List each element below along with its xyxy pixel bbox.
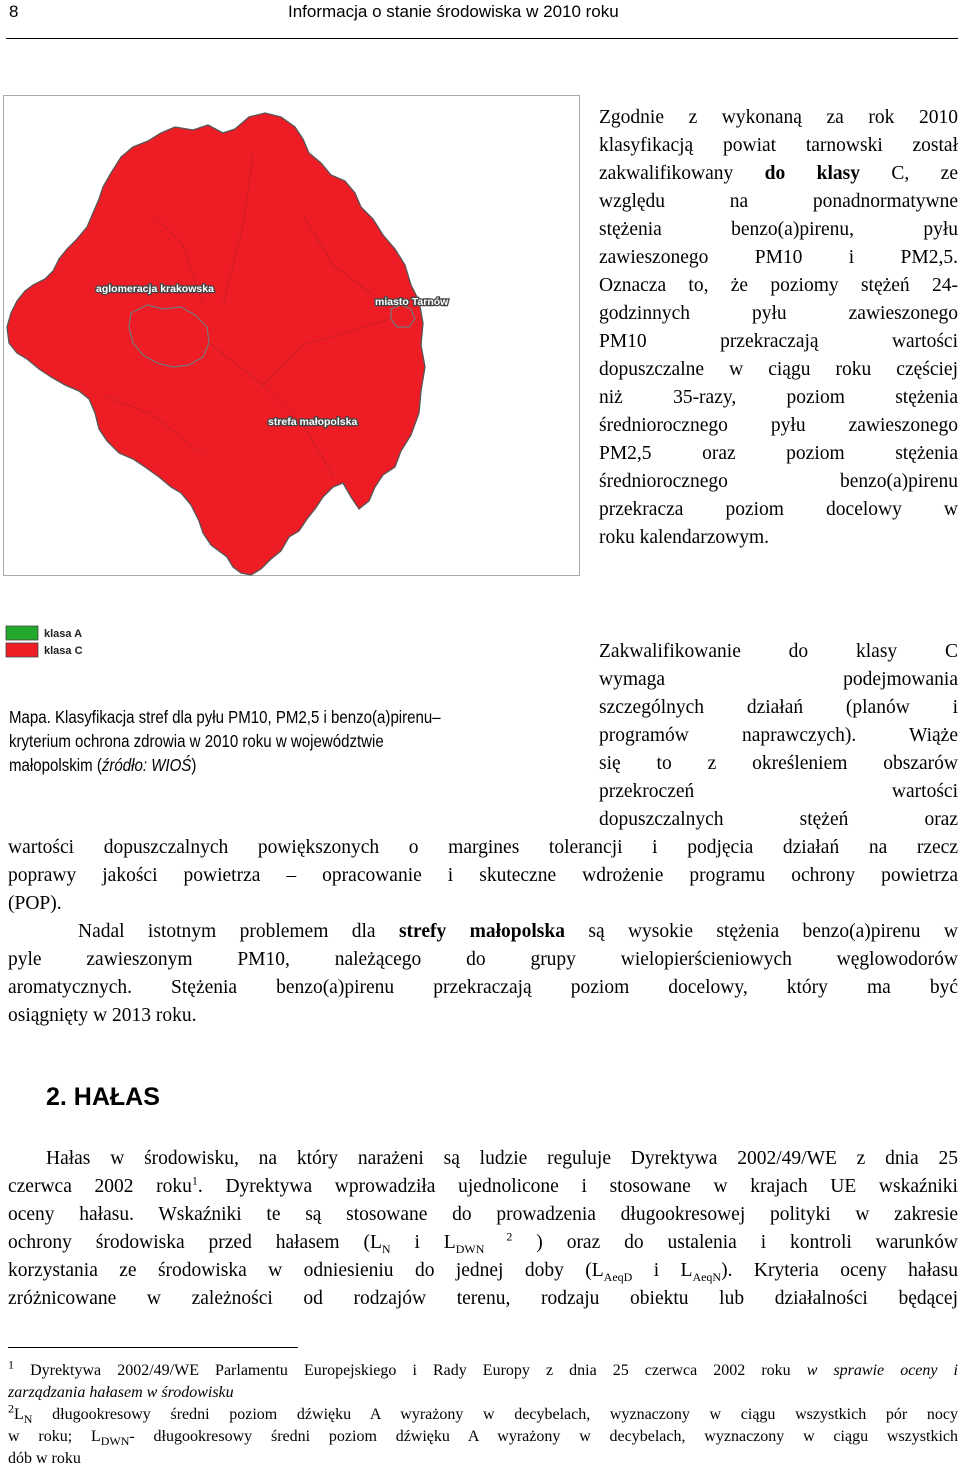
emphasis-zone: strefy małopolska — [398, 921, 565, 942]
footnote-1: $^1$ Dyrektywa 2002/49/WE Parlamentu Europejskiego i Rady Europy z dnia 25 czerwca 2002 roku w sprawie oceny i — [8, 1357, 959, 1379]
map-label-city: miasto Tarnów — [375, 296, 449, 308]
paragraph-class-c-requirements — [599, 638, 958, 834]
text-line: oceny hałasu. Wskaźniki te są stosowane do prowadzenia długookresowej polityki w zakresie — [8, 1204, 958, 1225]
text-line: Zgodnie z wykonaną za rok 2010 — [599, 107, 958, 128]
footnote-divider — [8, 1347, 298, 1348]
footnote-1-cont: zarządzania hałasem w środowisku — [8, 1384, 234, 1401]
paragraph-noise — [8, 1145, 958, 1313]
legend-swatch-class-a — [6, 626, 38, 640]
text-line: zawieszonego PM10 i PM2,5. — [599, 247, 958, 268]
text-line: niż 35-razy, poziom stężenia — [599, 387, 958, 408]
legend-label-class-a: klasa A — [44, 628, 83, 640]
footnote-ref: 2 — [484, 1229, 513, 1244]
paragraph-classification — [599, 104, 958, 552]
text-line: ochrony środowiska przed hałasem ($L_N$ i $L_{DWN}$ $^2$ ) oraz do ustalenia i kontroli warunków — [8, 1229, 958, 1256]
map-label-agglomeration: aglomeracja krakowska — [96, 283, 214, 295]
text-line: godzinnych pyłu zawieszonego — [599, 303, 958, 324]
paragraph-continuation — [8, 834, 958, 1030]
text-line: dopuszczalne w ciągu roku częściej — [599, 359, 958, 380]
text-line: (POP). — [8, 893, 62, 914]
caption-line: kryterium ochrona zdrowia w 2010 roku w województwie — [9, 731, 384, 751]
section-heading-noise: 2. HAŁAS — [46, 1083, 160, 1111]
text-line: wartości dopuszczalnych powiększonych o margines tolerancji i podjęcia działań na rzecz — [8, 837, 958, 858]
text-line: poprawy jakości powietrza – opracowanie i skuteczne wdrożenie programu ochrony powietrza — [8, 865, 958, 886]
text-line: szczególnych działań (planów i — [599, 697, 958, 718]
caption-source: źródło: WIOŚ — [101, 755, 192, 775]
text-line: programów naprawczych). Wiąże — [599, 725, 958, 746]
footnote-2-end: dób w roku — [8, 1450, 81, 1467]
text-line: Nadal istotnym problemem dla strefy małopolska są wysokie stężenia benzo(a)pirenu w — [78, 921, 958, 942]
text-line: wymaga podejmowania — [599, 669, 958, 690]
running-header-title: Informacja o stanie środowiska w 2010 roku — [288, 2, 619, 21]
text-line: PM10 przekraczają wartości — [599, 331, 958, 352]
text-line: PM2,5 oraz poziom stężenia — [599, 443, 958, 464]
map-figure — [3, 95, 580, 670]
text-line: się to z określeniem obszarów — [599, 753, 958, 774]
text-line: Hałas w środowisku, na który narażeni są ludzie reguluje Dyrektywa 2002/49/WE z dnia 25 — [46, 1148, 958, 1169]
text-line: klasyfikacją powiat tarnowski został — [599, 135, 958, 156]
text-line: zróżnicowane w zależności od rodzajów terenu, rodzaju obiektu lub działalności będącej — [8, 1288, 958, 1309]
footnotes — [8, 1357, 959, 1470]
map-label-zone: strefa małopolska — [268, 416, 358, 428]
legend-label-class-c: klasa C — [44, 645, 83, 657]
map-caption — [9, 705, 441, 777]
text-line: Oznacza to, że poziomy stężeń 24- — [599, 275, 958, 296]
text-line: dopuszczalnych stężeń oraz — [599, 809, 958, 830]
text-line: średniorocznego pyłu zawieszonego — [599, 415, 958, 436]
legend-swatch-class-c — [6, 643, 38, 657]
header-divider — [6, 38, 958, 39]
text-line: zakwalifikowany do klasy C, ze — [599, 163, 958, 184]
caption-line: Mapa. Klasyfikacja stref dla pyłu PM10, PM2,5 i benzo(a)pirenu– — [9, 707, 441, 727]
footnote-ref: 1 — [191, 1173, 198, 1188]
text-line: przekroczeń wartości — [599, 781, 958, 802]
caption-source-line: małopolskim (źródło: WIOŚ) — [9, 755, 197, 775]
text-line: przekracza poziom docelowy w — [599, 499, 958, 520]
text-line: korzystania ze środowiska w odniesieniu do jednej doby ($L_{AeqD}$ i $L_{AeqN}$). Kryteria oceny hałasu — [8, 1260, 958, 1284]
text-line: stężenia benzo(a)pirenu, pyłu — [599, 219, 958, 240]
text-line: względu na ponadnormatywne — [599, 191, 958, 212]
classification-map — [3, 95, 580, 670]
text-line: średniorocznego benzo(a)pirenu — [599, 471, 958, 492]
emphasis-class: do klasy — [764, 163, 861, 184]
text-line: osiągnięty w 2013 roku. — [8, 1005, 197, 1026]
footnote-2: $^2L_N$ długookresowy średni poziom dźwięku A wyrażony w decybelach, wyznaczony w ciągu wszystkich pór nocy — [8, 1401, 958, 1427]
text-line: roku kalendarzowym. — [599, 527, 770, 548]
text-line: czerwca 2002 roku$^1$. Dyrektywa wprowadziła ujednolicone i stosowane w krajach UE wskaźniki — [8, 1173, 958, 1197]
page-number: 8 — [9, 2, 19, 21]
text-line: aromatycznych. Stężenia benzo(a)pirenu przekraczają poziom docelowy, który ma być — [8, 977, 958, 998]
footnote-2-cont: w roku; $L_{DWN}-$ długookresowy średni poziom dźwięku A wyrażony w decybelach, wyznaczony w ciągu wszystkich — [8, 1428, 958, 1449]
text-line: pyle zawieszonym PM10, należącego do grupy wielopierścieniowych węglowodorów — [8, 949, 958, 970]
text-line: Zakwalifikowanie do klasy C — [599, 641, 958, 662]
